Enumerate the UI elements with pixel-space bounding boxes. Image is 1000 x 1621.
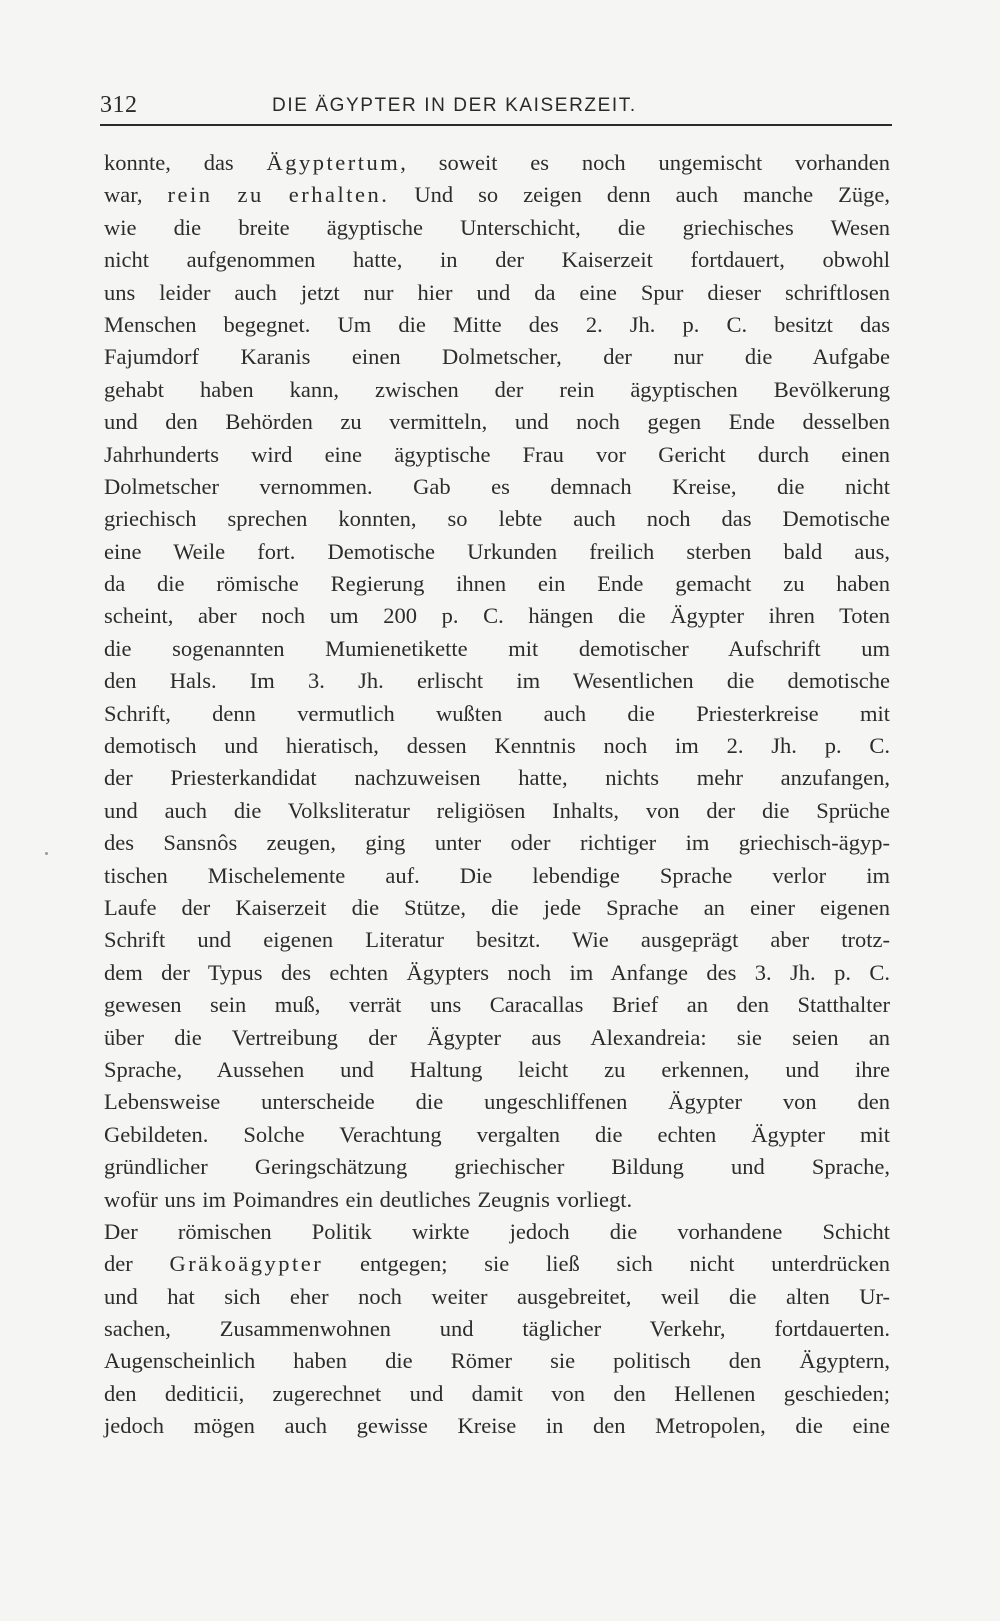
spaced-word: erhalten.	[288, 182, 390, 208]
text-line-8: gehabt haben kann, zwischen der rein ägyptischen Bevölkerung	[104, 376, 890, 402]
text-line-13: eine Weile fort. Demotische Urkunden freilich sterben bald aus,	[104, 538, 890, 564]
text-line-12: griechisch sprechen konnten, so lebte auch noch das Demotische	[104, 506, 890, 532]
text-line-36: und hat sich eher noch weiter ausgebreitet, weil die alten Ur-	[104, 1283, 890, 1309]
text-line-33: wofür uns im Poimandres ein deutliches Zeugnis vorliegt.	[104, 1186, 633, 1212]
text-line-16: die sogenannten Mumienetikette mit demotischer Aufschrift um	[104, 635, 890, 661]
text-line-10: Jahrhunderts wird eine ägyptische Frau vor Gericht durch einen	[104, 441, 890, 467]
page-header	[100, 92, 892, 128]
text-line-5: uns leider auch jetzt nur hier und da eine Spur dieser schriftlosen	[104, 279, 890, 305]
text-line-17: den Hals. Im 3. Jh. erlischt im Wesentlichen die demotische	[104, 668, 890, 694]
text-line-6: Menschen begegnet. Um die Mitte des 2. Jh. p. C. besitzt das	[104, 311, 890, 337]
text-line-25: Schrift und eigenen Literatur besitzt. Wie ausgeprägt aber trotz-	[104, 927, 890, 953]
text-line-32: gründlicher Geringschätzung griechischer Bildung und Sprache,	[104, 1154, 890, 1180]
text-line-2: war, rein zu erhalten. Und so zeigen denn auch manche Züge,	[104, 182, 891, 208]
text-line-3: wie die breite ägyptische Unterschicht, die griechisches Wesen	[104, 214, 890, 240]
text-line-4: nicht aufgenommen hatte, in der Kaiserzeit fortdauert, obwohl	[104, 247, 890, 273]
text-line-28: über die Vertreibung der Ägypter aus Alexandreia: sie seien an	[104, 1024, 890, 1050]
text-line-26: dem der Typus des echten Ägypters noch im Anfange des 3. Jh. p. C.	[104, 959, 890, 985]
text-line-38: Augenscheinlich haben die Römer sie politisch den Ägyptern,	[104, 1348, 890, 1374]
text-line-19: demotisch und hieratisch, dessen Kenntnis noch im 2. Jh. p. C.	[104, 733, 890, 759]
text-line-37: sachen, Zusammenwohnen und täglicher Verkehr, fortdauerten.	[104, 1316, 890, 1342]
spaced-word: Gräkoägypter	[169, 1251, 324, 1277]
text-line-14: da die römische Regierung ihnen ein Ende gemacht zu haben	[104, 571, 890, 597]
text-line-30: Lebensweise unterscheide die ungeschliffenen Ägypter von den	[104, 1089, 890, 1115]
text-line-20: der Priesterkandidat nachzuweisen hatte, nichts mehr anzufangen,	[104, 765, 890, 791]
body-text	[104, 147, 890, 1443]
running-title: DIE ÄGYPTER IN DER KAISERZEIT.	[272, 95, 637, 116]
page-number: 312	[100, 92, 138, 118]
text-line-35: der Gräkoägypter entgegen; sie ließ sich nicht unterdrücken	[104, 1251, 891, 1277]
spaced-word: Ägyptertum	[266, 150, 401, 175]
text-line-29: Sprache, Aussehen und Haltung leicht zu erkennen, und ihre	[104, 1056, 890, 1082]
text-line-24: Laufe der Kaiserzeit die Stütze, die jede Sprache an einer eigenen	[104, 894, 890, 920]
text-line-7: Fajumdorf Karanis einen Dolmetscher, der nur die Aufgabe	[104, 344, 890, 370]
text-line-15: scheint, aber noch um 200 p. C. hängen die Ägypter ihren Toten	[104, 603, 890, 629]
text-line-18: Schrift, denn vermutlich wußten auch die Priesterkreise mit	[104, 700, 890, 726]
text-line-27: gewesen sein muß, verrät uns Caracallas Brief an den Statthalter	[104, 992, 890, 1018]
text-line-34: Der römischen Politik wirkte jedoch die vorhandene Schicht	[104, 1218, 890, 1244]
text-line-31: Gebildeten. Solche Verachtung vergalten die echten Ägypter mit	[104, 1121, 890, 1147]
spaced-word: rein	[167, 182, 213, 208]
text-line-11: Dolmetscher vernommen. Gab es demnach Kreise, die nicht	[104, 473, 890, 499]
text-line-23: tischen Mischelemente auf. Die lebendige Sprache verlor im	[104, 862, 890, 888]
text-line-21: und auch die Volksliteratur religiösen Inhalts, von der die Sprüche	[104, 797, 890, 823]
text-line-1: konnte, das Ägyptertum, soweit es noch ungemischt vorhanden	[104, 150, 890, 175]
text-line-39: den dediticii, zugerechnet und damit von den Hellenen geschieden;	[104, 1380, 890, 1406]
text-line-22: des Sansnôs zeugen, ging unter oder richtiger im griechisch-ägyp-	[104, 830, 890, 856]
text-line-40: jedoch mögen auch gewisse Kreise in den Metropolen, die eine	[104, 1413, 890, 1439]
spaced-word: zu	[237, 182, 264, 208]
paper-speck	[45, 852, 48, 855]
header-rule	[100, 124, 892, 126]
text-line-9: und den Behörden zu vermitteln, und noch gegen Ende desselben	[104, 409, 890, 435]
